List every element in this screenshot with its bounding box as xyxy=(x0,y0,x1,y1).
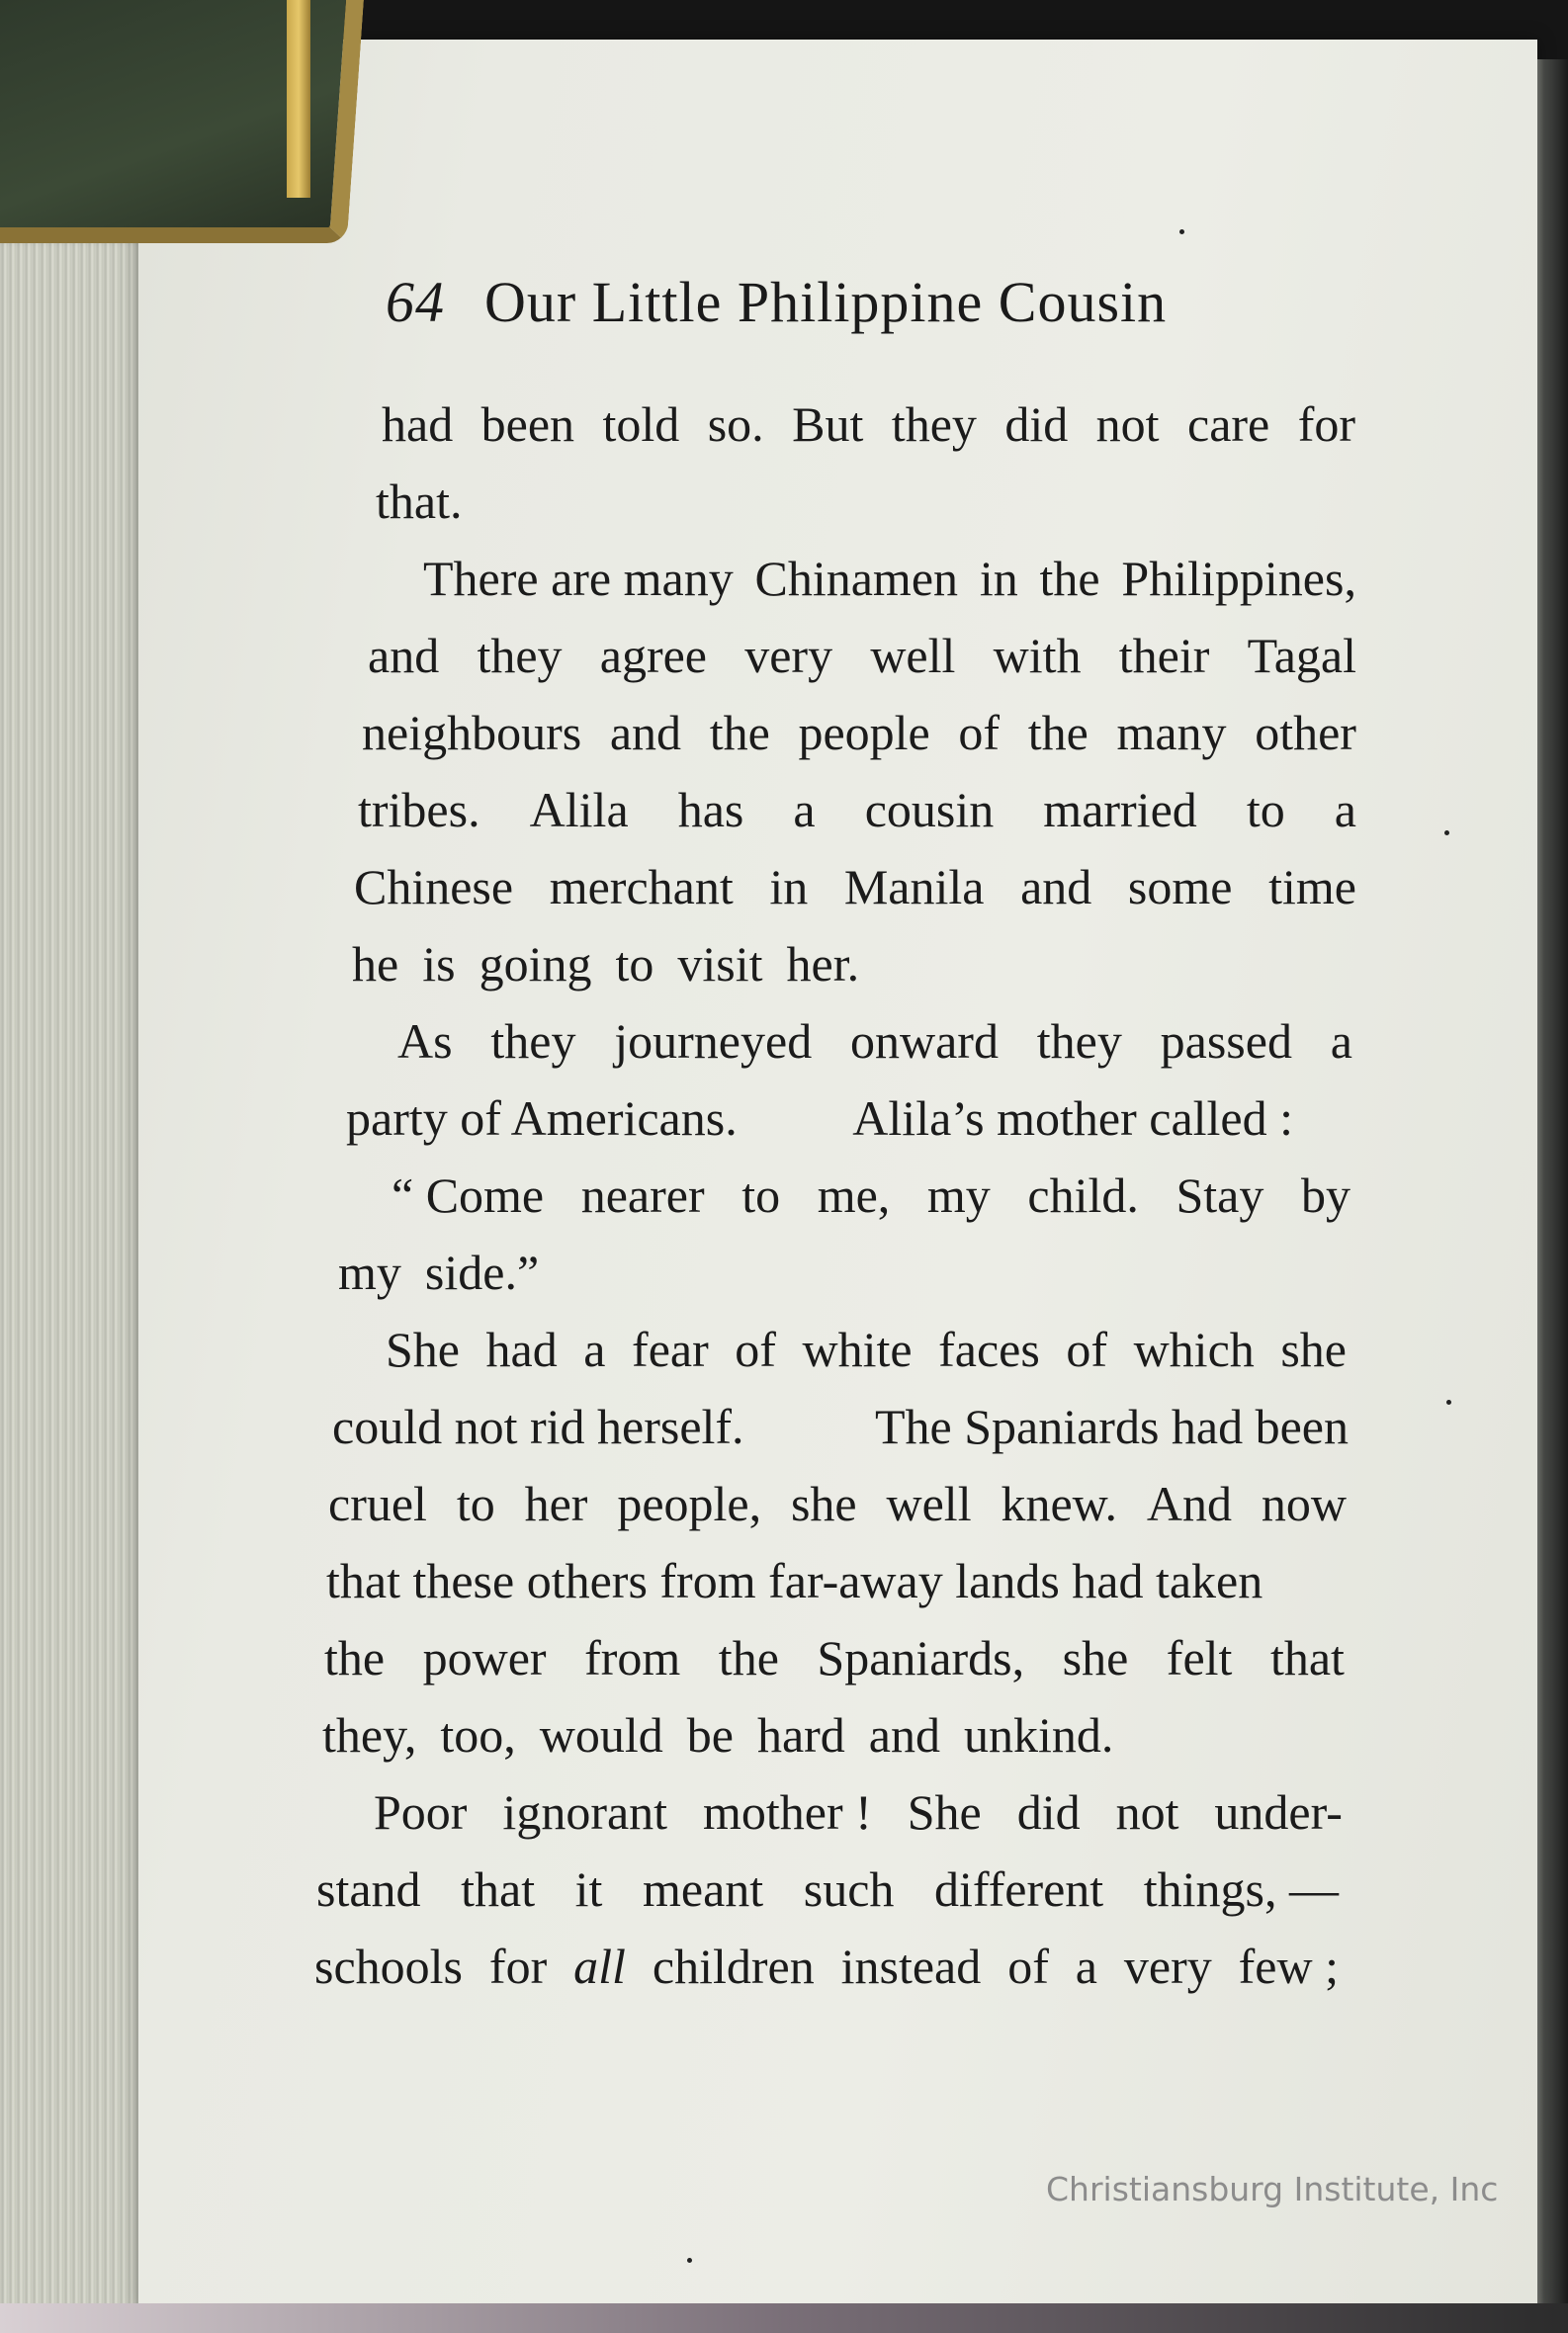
word: merchant xyxy=(549,859,734,914)
word: been xyxy=(480,396,575,452)
word: and xyxy=(1020,859,1092,914)
word: in xyxy=(979,551,1018,606)
word: care xyxy=(1187,396,1270,452)
word: to xyxy=(1246,782,1285,837)
word: they xyxy=(490,1013,576,1069)
word: the xyxy=(709,705,770,760)
word: did xyxy=(1016,1784,1081,1840)
text-line xyxy=(386,1311,1347,1388)
word: side.” xyxy=(424,1245,540,1300)
speck xyxy=(1179,229,1184,234)
word: Chinamen xyxy=(754,551,959,606)
word: they xyxy=(891,396,977,452)
text-line xyxy=(314,1928,1339,2005)
word: party of Americans. xyxy=(346,1090,738,1146)
text-line xyxy=(392,1157,1350,1234)
word: me, xyxy=(817,1167,891,1223)
text-line xyxy=(352,925,883,1002)
word: to xyxy=(456,1476,495,1531)
word: she xyxy=(790,1476,857,1531)
word: power xyxy=(422,1630,547,1685)
word: felt xyxy=(1166,1630,1233,1685)
word: of xyxy=(958,705,1001,760)
word: But xyxy=(792,396,864,452)
word: Alila’s mother called : xyxy=(852,1090,1293,1146)
word: going xyxy=(479,936,592,992)
word: by xyxy=(1300,1167,1350,1223)
word: faces xyxy=(938,1322,1040,1377)
word: well xyxy=(870,628,956,683)
text-line xyxy=(324,1619,1345,1696)
word: a xyxy=(1334,782,1356,837)
text-line xyxy=(397,1002,1352,1080)
word: visit xyxy=(677,936,763,992)
word: white xyxy=(802,1322,913,1377)
word: from xyxy=(584,1630,681,1685)
word: onward xyxy=(850,1013,999,1069)
word: “ Come xyxy=(392,1167,545,1223)
word: for xyxy=(1297,396,1355,452)
word: my xyxy=(338,1245,401,1300)
speck xyxy=(687,2258,692,2263)
word: could not rid herself. xyxy=(332,1399,744,1454)
word: well xyxy=(886,1476,972,1531)
word: time xyxy=(1268,859,1356,914)
word: now xyxy=(1261,1476,1347,1531)
word: children xyxy=(652,1939,815,1994)
word: many xyxy=(1116,705,1227,760)
word: they xyxy=(477,628,563,683)
word: Tagal xyxy=(1247,628,1356,683)
word: and xyxy=(609,705,682,760)
word: and xyxy=(868,1707,940,1763)
word: Spaniards, xyxy=(817,1630,1025,1685)
word: stand xyxy=(316,1861,421,1917)
running-title: Our Little Philippine Cousin xyxy=(484,270,1168,334)
word: the xyxy=(1039,551,1100,606)
word: child. xyxy=(1027,1167,1139,1223)
text-line xyxy=(332,1388,1349,1465)
word: her. xyxy=(786,936,860,992)
word: had xyxy=(485,1322,558,1377)
word: tribes. xyxy=(358,782,480,837)
text-line xyxy=(362,694,1356,771)
word: for xyxy=(488,1939,548,1994)
word: of xyxy=(1066,1322,1108,1377)
word: The Spaniards had been xyxy=(874,1399,1349,1454)
word: they, xyxy=(322,1707,417,1763)
text-line xyxy=(328,1465,1347,1542)
word: nearer xyxy=(580,1167,705,1223)
text-line xyxy=(376,463,485,540)
word: different xyxy=(933,1861,1104,1917)
word: As xyxy=(397,1013,453,1069)
word: the xyxy=(718,1630,779,1685)
text-line xyxy=(374,1773,1343,1851)
word: that xyxy=(461,1861,536,1917)
word: cousin xyxy=(864,782,995,837)
text-line xyxy=(316,1851,1339,1928)
word: fear xyxy=(632,1322,709,1377)
word: Alila xyxy=(529,782,629,837)
word: Manila xyxy=(843,859,985,914)
word: cruel xyxy=(328,1476,427,1531)
word: things, — xyxy=(1143,1861,1339,1917)
word: she xyxy=(1062,1630,1129,1685)
word: She xyxy=(907,1784,982,1840)
word: her xyxy=(524,1476,588,1531)
word: did xyxy=(1004,396,1069,452)
word: under- xyxy=(1214,1784,1343,1840)
word: had xyxy=(382,396,454,452)
word: that xyxy=(1269,1630,1345,1685)
word: Stay xyxy=(1176,1167,1264,1223)
speck xyxy=(1446,1400,1451,1405)
word: in xyxy=(769,859,809,914)
word: to xyxy=(741,1167,781,1223)
word: a xyxy=(583,1322,606,1377)
word: my xyxy=(926,1167,991,1223)
word: married xyxy=(1043,782,1197,837)
word: very xyxy=(1123,1939,1212,1994)
text-line xyxy=(423,540,1356,617)
word: very xyxy=(744,628,833,683)
word: which xyxy=(1133,1322,1255,1377)
word: passed xyxy=(1160,1013,1292,1069)
word: told xyxy=(602,396,680,452)
word: of xyxy=(1007,1939,1049,1994)
word: unkind. xyxy=(964,1707,1114,1763)
word: journeyed xyxy=(614,1013,813,1069)
word: other xyxy=(1255,705,1356,760)
word: to xyxy=(615,936,654,992)
word: meant xyxy=(643,1861,764,1917)
cover-gilt-edge xyxy=(287,0,310,198)
word: not xyxy=(1095,396,1160,452)
word: would xyxy=(539,1707,663,1763)
word: people, xyxy=(617,1476,762,1531)
word: not xyxy=(1115,1784,1179,1840)
word: is xyxy=(422,936,456,992)
text-line xyxy=(368,617,1356,694)
word: She xyxy=(386,1322,460,1377)
word: they xyxy=(1036,1013,1122,1069)
word: be xyxy=(686,1707,734,1763)
speck xyxy=(1444,830,1449,835)
word: And xyxy=(1146,1476,1233,1531)
word: instead xyxy=(840,1939,982,1994)
bottom-strip xyxy=(0,2303,1568,2333)
word: agree xyxy=(599,628,707,683)
word: such xyxy=(803,1861,895,1917)
word: people xyxy=(798,705,930,760)
word: all xyxy=(573,1939,626,1994)
word: mother ! xyxy=(703,1784,872,1840)
text-line xyxy=(338,1234,563,1311)
word: a xyxy=(1075,1939,1097,1994)
word: she xyxy=(1280,1322,1347,1377)
word: Poor xyxy=(374,1784,468,1840)
word: their xyxy=(1118,628,1210,683)
word: ignorant xyxy=(502,1784,668,1840)
word: has xyxy=(677,782,744,837)
word: hard xyxy=(756,1707,845,1763)
text-line xyxy=(322,1696,1137,1773)
word: so. xyxy=(707,396,764,452)
word: a xyxy=(1330,1013,1352,1069)
word: of xyxy=(735,1322,776,1377)
word: and xyxy=(368,628,440,683)
word: knew. xyxy=(1001,1476,1118,1531)
word: Chinese xyxy=(354,859,514,914)
text-line xyxy=(358,771,1356,848)
word: a xyxy=(793,782,816,837)
word: some xyxy=(1127,859,1233,914)
word: Philippines, xyxy=(1121,551,1356,606)
word: that. xyxy=(376,474,463,529)
running-header xyxy=(386,269,1167,335)
word: that these others from far-away lands had taken xyxy=(326,1553,1263,1608)
text-line xyxy=(354,848,1356,925)
word: schools xyxy=(314,1939,463,1994)
word: the xyxy=(1027,705,1089,760)
page-number: 64 xyxy=(386,270,445,334)
word: neighbours xyxy=(362,705,582,760)
word: There are many xyxy=(423,551,734,606)
word: too, xyxy=(440,1707,516,1763)
word: with xyxy=(993,628,1082,683)
text-line xyxy=(346,1080,1293,1157)
word: the xyxy=(324,1630,386,1685)
word: few ; xyxy=(1238,1939,1339,1994)
watermark: Christiansburg Institute, Inc xyxy=(1046,2170,1499,2208)
text-line xyxy=(326,1542,1345,1619)
word: he xyxy=(352,936,399,992)
word: it xyxy=(574,1861,603,1917)
text-line xyxy=(382,386,1355,463)
